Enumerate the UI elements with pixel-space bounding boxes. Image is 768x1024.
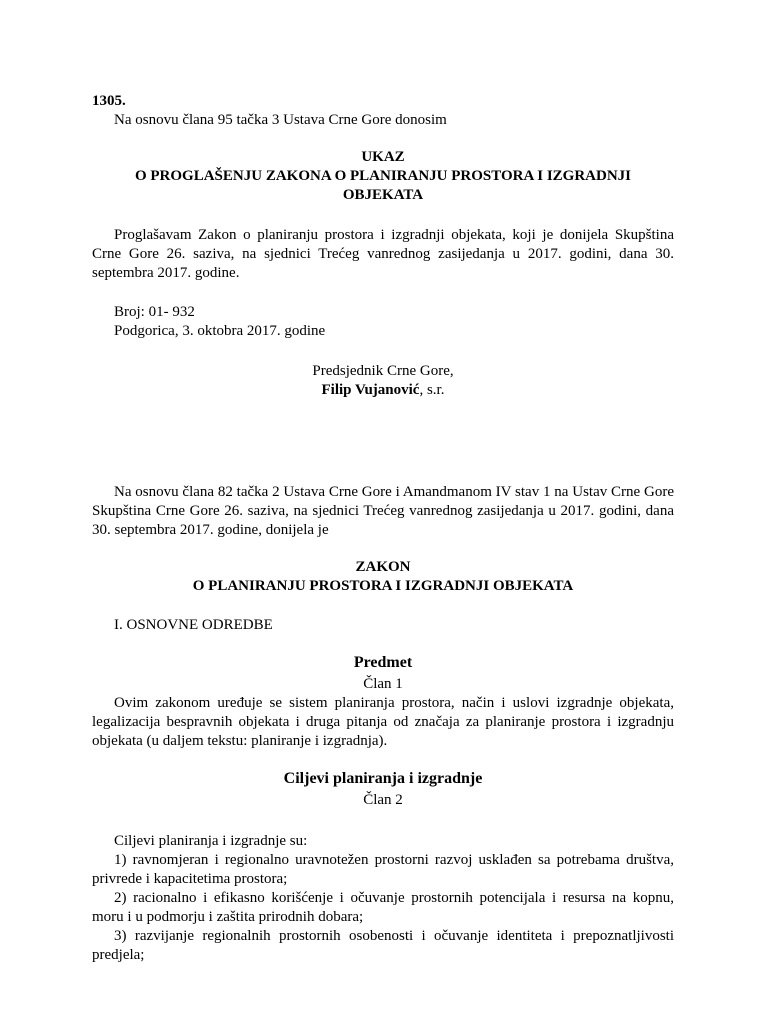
decree-subtitle: O PROGLAŠENJU ZAKONA O PLANIRANJU PROSTORA I IZGRADNJI OBJEKATA [134,168,632,203]
article2-item-1: 1) ravnomjeran i regionalno uravnotežen prostorni razvoj usklađen sa potrebama društva, privrede i kapacitetima prostora; [92,852,674,887]
president-name: Filip Vujanović [321,382,420,398]
decree-body: Proglašavam Zakon o planiranju prostora i izgradnji objekata, koji je donijela Skupština Crne Gore 26. saziva, na sjednici Trećeg vanrednog zasijedanja u 2017. godini, dana 30. septembra 2017. godine. [92,227,674,281]
article2-intro: Ciljevi planiranja i izgradnje su: [114,833,308,849]
decree-intro: Na osnovu člana 95 tačka 3 Ustava Crne Gore donosim [114,112,447,128]
section-heading: I. OSNOVNE ODREDBE [114,617,273,633]
article1-heading: Predmet [353,654,413,671]
president-suffix: , s.r. [419,382,445,398]
document-page [92,92,674,965]
president-title: Predsjednik Crne Gore, [312,363,454,379]
president-signature [92,381,674,400]
decree-broj: Broj: 01- 932 [114,304,195,320]
article1-text: Ovim zakonom uređuje se sistem planiranja prostora, način i uslovi izgradnje objekata, legalizacija bespravnih objekata i druga pitanja od značaja za planiranje prostora i izgradnju objekata (u daljem tekstu: planiranje i izgradnja). [92,695,674,749]
decree-number: 1305. [92,93,126,109]
article2-label: Član 2 [363,792,403,808]
law-title: ZAKON [355,559,411,575]
article2-item-3: 3) razvijanje regionalnih prostornih osobenosti i očuvanje identiteta i prepoznatljivosti predjela; [92,928,674,963]
law-subtitle: O PLANIRANJU PROSTORA I IZGRADNJI OBJEKATA [192,578,574,594]
article2-heading: Ciljevi planiranja i izgradnje [283,770,483,787]
decree-place-date: Podgorica, 3. oktobra 2017. godine [114,323,326,339]
decree-title: UKAZ [361,149,405,165]
law-preamble: Na osnovu člana 82 tačka 2 Ustava Crne Gore i Amandmanom IV stav 1 na Ustav Crne Gore Skupština Crne Gore 26. saziva, na sjednici Trećeg vanrednog zasijedanja u 2017. godini, dana 30. septembra 2017. godine, donijela je [92,484,674,538]
article2-item-2: 2) racionalno i efikasno korišćenje i očuvanje prostornih potencijala i resursa na kopnu, moru i u podmorju i zaštita prirodnih dobara; [92,890,674,925]
article1-label: Član 1 [363,676,403,692]
